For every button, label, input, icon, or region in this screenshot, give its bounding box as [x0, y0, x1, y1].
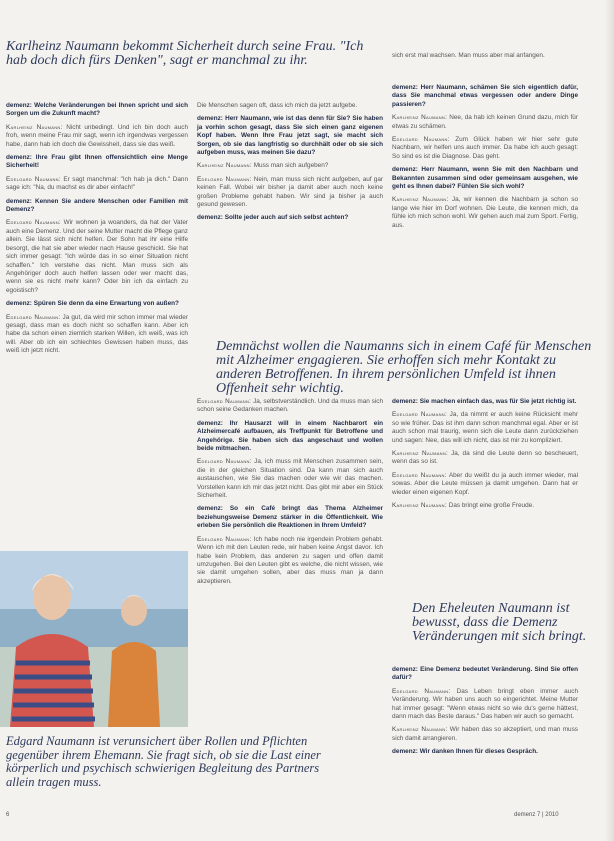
c2-q1: demenz: Herr Naumann, wie ist das denn für Sie? Sie haben ja vorhin schon gesagt, dass Sie sich einen ganz eigenen Kopf haben. Wenn Ihre Frau jetzt sagt, sie macht sich Sorgen, ob sie das langfristig so durchhält oder ob sie sich aufgeben muss, was meinen Sie dazu?	[197, 115, 383, 157]
c2b-a3: Edelgard Naumann: Ich habe noch nie irgendein Problem gehabt. Wenn ich mit den Leuten rede, wir haben keine Angst davor. Ich habe kein Problem, das anderen zu sagen und offen damit umzugehen. Bei den Leuten gibt es welche, die nicht wissen, wie sie damit umgehen sollen, aber das muss man ja dann akzeptieren.	[197, 535, 384, 585]
column-3-middle	[392, 398, 578, 515]
c2-q2: demenz: Sollte jeder auch auf sich selbst achten?	[197, 214, 349, 222]
c3-a1: Karlheinz Naumann: Nee, da hab ich keinen Grund dazu, mich für etwas zu schämen.	[392, 114, 578, 130]
c2b-q2: demenz: So ein Café bringt das Thema Alzheimer beziehungsweise Demenz stärker in die Öffentlichkeit. Wie erleben Sie persönlich die Reaktionen in Ihrem Umfeld?	[197, 505, 383, 530]
page-number: 6	[6, 812, 10, 818]
c1-q1: demenz: Welche Veränderungen bei Ihnen spricht und sich Sorgen um die Zukunft macht?	[6, 102, 188, 118]
c2b-q1: demenz: Ihr Hausarzt will in einem Nachbarort ein Alzheimercafé aufbauen, als Treffpunkt für Betroffene und Angehörige. Sie haben sich das angeschaut und wollen beide mitmachen.	[197, 419, 383, 453]
c3b-q1: demenz: Sie machen einfach das, was für Sie jetzt richtig ist.	[392, 398, 577, 405]
column-2-top	[197, 102, 383, 228]
c1-a4: Edelgard Naumann: Ja gut, da wird mir schon immer mal wieder gesagt, dass man es doch nicht so schaffen kann. Aber ich habe da schon einen ziemlich starken Willen, ich weiß, was ich will. Aber ob ich ein schlechtes Gewissen haben muss, das weiß ich jetzt nicht.	[6, 313, 188, 355]
c2-a1: Karlheinz Naumann: Muss man sich aufgeben?	[197, 162, 329, 170]
c1-a3: Edelgard Naumann: Wir wohnen ja woanders, da hat der Vater auch eine Demenz. Und der seine Mutter macht die Pflege ganz allein. Sie lässt sich nicht helfen. Der Sohn hat ihr eine Hilfe besorgt, die hat sie aber wieder nach Hause geschickt. Sie hat sich immer gesagt: "Ich würde das in so einer Situation nicht schaffen." Ich verstehe das nicht. Man muss sich als Angehöriger doch auch helfen lassen oder wer macht das, wenn sie es nicht mehr kann? Oder bin ich da einfach zu egoistisch?	[6, 219, 189, 294]
column-3-top	[392, 52, 578, 65]
c2-a0: Die Menschen sagen oft, dass ich mich da jetzt aufgebe.	[197, 102, 358, 109]
column-3	[392, 84, 578, 235]
c3-q1: demenz: Herr Naumann, schämen Sie sich eigentlich dafür, dass Sie manchmal etwas vergessen oder andere Dinge passieren?	[392, 84, 578, 108]
c3b-a2: Karlheinz Naumann: Ja, da sind die Leute denn so bescheuert, wenn das so ist.	[392, 450, 578, 466]
column-3-bottom	[392, 666, 578, 762]
c3c-q1: demenz: Eine Demenz bedeutet Veränderung. Sind Sie offen dafür?	[392, 666, 578, 682]
pullquote-right: Den Eheleuten Naumann ist bewusst, dass die Demenz Veränderungen mit sich bringt.	[412, 601, 587, 644]
c2b-a2: Edelgard Naumann: Ja, ich muss mit Menschen zusammen sein, die in der gleichen Situation sind. Da kann man sich auch austauschen, wie Sie das machen oder wie wir das machen. Vorstellen kann ich mir das jetzt nicht. Das gibt mir aber ein Stück Sicherheit.	[197, 458, 383, 500]
c3-a3: Karlheinz Naumann: Ja, wir kennen die Nachbarn ja schon so lange wie hier im Dorf wohnen. Die Leute, die kennen mich, da fühle ich mich schon wohl. Wir gehen auch mal zum Sport. Fertig, aus.	[392, 196, 578, 229]
c2b-a1: Edelgard Naumann: Ja, selbstverständlich. Und da muss man sich schon seine Gedanken machen.	[197, 398, 383, 414]
column-2-bottom	[197, 398, 383, 591]
column-1	[6, 102, 188, 361]
c1-a2: Edelgard Naumann: Er sagt manchmal: "Ich hab ja dich." Dann sage ich: "Na, du machst es dir aber einfach!"	[6, 175, 188, 192]
c3-q2: demenz: Herr Naumann, wenn Sie mit den Nachbarn und Bekannten zusammen sind oder gemeinsam ausgehen, wie geht es Ihnen dabei? Fühlen Sie sich wohl?	[392, 166, 578, 191]
binding-shadow	[604, 0, 614, 841]
c3c-a2: Karlheinz Naumann: Wir haben das so akzeptiert, und man muss sich damit arrangieren.	[392, 726, 578, 742]
c3b-a3: Edelgard Naumann: Aber du weißt du ja auch immer wieder, mal sowas. Aber die Leute müssen ja damit umgehen. Dann hat er wieder einen eigenen Kopf.	[392, 471, 578, 496]
c3b-a1: Edelgard Naumann: Ja, da nimmt er auch keine Rücksicht mehr so wie früher. Das ist ihm dann schon manchmal egal. Aber er ist auch schon mal traurig, wenn sich die Leute dann zurückziehen und sagen: Nee, das will ich nicht, das ist mir zu kompliziert.	[392, 411, 578, 444]
c1-q2: demenz: Ihre Frau gibt Ihnen offensichtlich eine Menge Sicherheit!	[6, 154, 188, 170]
pullquote-top: Karlheinz Naumann bekommt Sicherheit durch seine Frau. "Ich hab doch dich fürs Denken", sagt er manchmal zu ihr.	[6, 39, 364, 68]
c3c-a1: Edelgard Naumann: Das Leben bringt eben immer auch Veränderung. Wir haben uns auch so eingerichtet. Meine Mutter hat immer gesagt: "Wenn etwas nicht so wie du's gerne hättest, dann mach das Beste daraus." Das haben wir auch so gemacht.	[392, 687, 578, 721]
c3b-a4: Karlheinz Naumann: Das bringt eine große Freude.	[392, 502, 534, 510]
magazine-issue: demenz 7 | 2010	[514, 812, 559, 818]
c1-q3: demenz: Kennen Sie andere Menschen oder Familien mit Demenz?	[6, 197, 188, 214]
c3-a2: Edelgard Naumann: Zum Glück haben wir hier sehr gute Nachbarn, wir helfen uns auch immer. Da habe ich auch gesagt: So sind es ist die Diagnose. Das geht.	[392, 136, 579, 160]
pullquote-middle: Demnächst wollen die Naumanns sich in einem Café für Menschen mit Alzheimer engagieren. Sie erhoffen sich mehr Kontakt zu anderen Betroffenen. In ihrem persönlichen Umfeld ist ihnen Offenheit sehr wichtig.	[216, 339, 592, 396]
couple-photo	[0, 551, 188, 727]
c3-cont: sich erst mal wachsen. Man muss aber mal anfangen.	[392, 52, 545, 59]
c1-a1: Karlheinz Naumann: Nicht unbedingt. Und ich bin doch auch froh, wenn meine Frau mir sagt, wenn ich irgendwas vergessen habe, dann hab ich doch die Gewissheit, dass sie das weiß.	[6, 123, 188, 148]
c1-q4: demenz: Spüren Sie denn da eine Erwartung von außen?	[6, 300, 179, 308]
c2-a2: Edelgard Naumann: Nein, man muss sich nicht aufgeben, auf gar keinen Fall. Wobei wir bisher ja damit aber auch noch keine großen Probleme gehabt haben. Wir sind ja bisher ja auch gesund gewesen.	[197, 175, 384, 209]
c3c-q2: demenz: Wir danken Ihnen für dieses Gespräch.	[392, 748, 538, 756]
pullquote-bottom: Edgard Naumann ist verunsichert über Rollen und Pflichten gegenüber ihrem Ehemann. Sie fragt sich, ob sie die Last einer körperlich und psychisch schwierigen Begleitung des Partners allein tragen muss.	[6, 734, 321, 789]
